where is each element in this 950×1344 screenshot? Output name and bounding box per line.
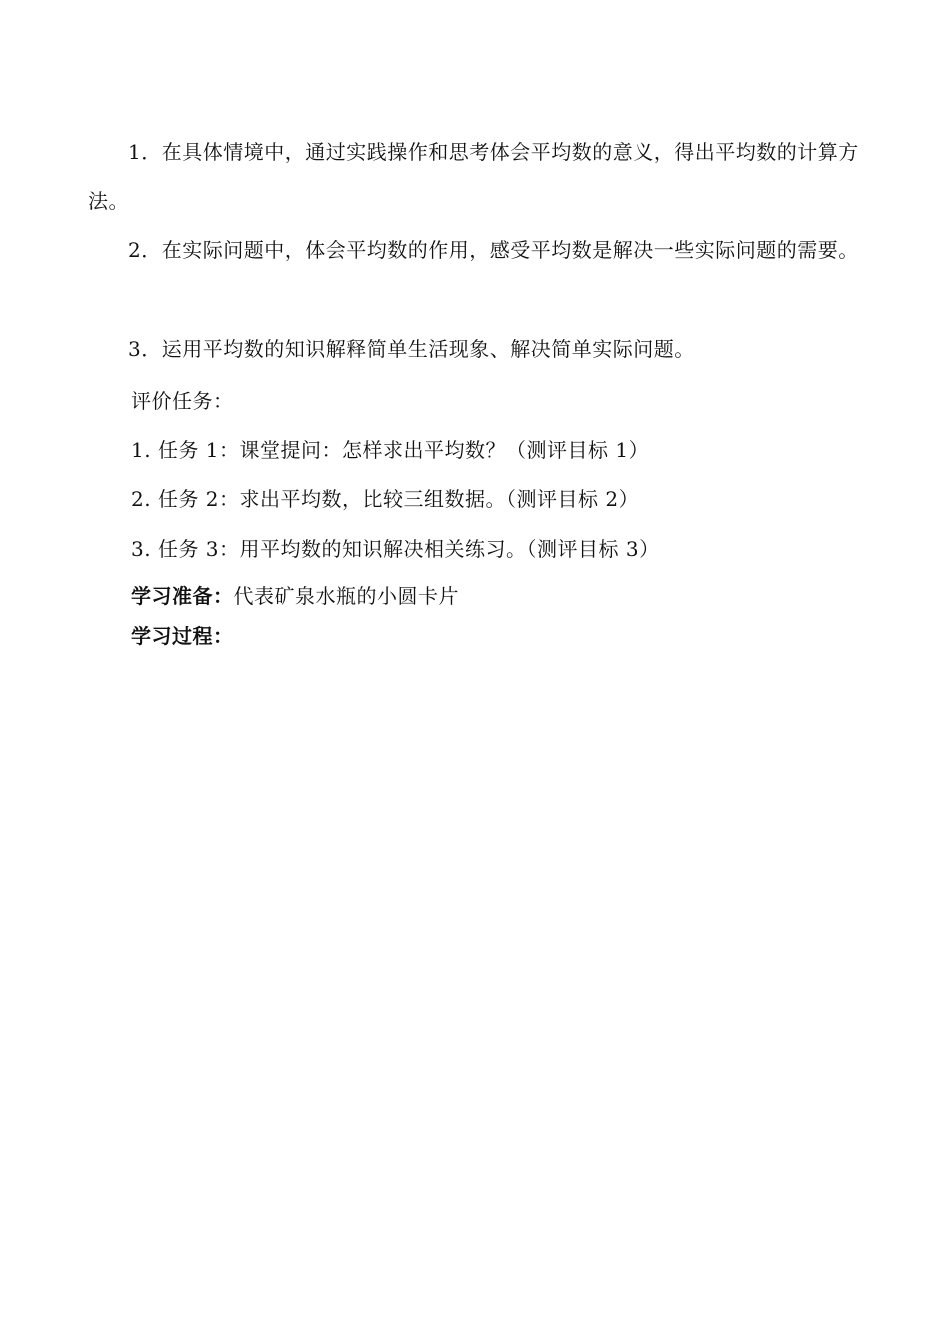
evaluation-task-1: 1. 任务 1：课堂提问：怎样求出平均数？（测评目标 1） [131,438,650,462]
evaluation-task-3: 3. 任务 3：用平均数的知识解决相关练习。（测评目标 3） [131,537,660,561]
process-label: 学习过程： [131,624,234,648]
objective-2: 2．在实际问题中，体会平均数的作用，感受平均数是解决一些实际问题的需要。 [128,238,859,262]
evaluation-task-2: 2. 任务 2：求出平均数，比较三组数据。（测评目标 2） [131,487,640,511]
objective-3: 3．运用平均数的知识解释简单生活现象、解决简单实际问题。 [128,337,695,361]
objective-1: 1．在具体情境中，通过实践操作和思考体会平均数的意义，得出平均数的计算方法。 [88,140,859,213]
preparation-label: 学习准备： [131,584,234,608]
evaluation-heading: 评价任务： [131,389,234,413]
process-line [131,621,234,651]
preparation-content: 代表矿泉水瓶的小圆卡片 [233,584,459,608]
preparation-line [131,581,459,611]
